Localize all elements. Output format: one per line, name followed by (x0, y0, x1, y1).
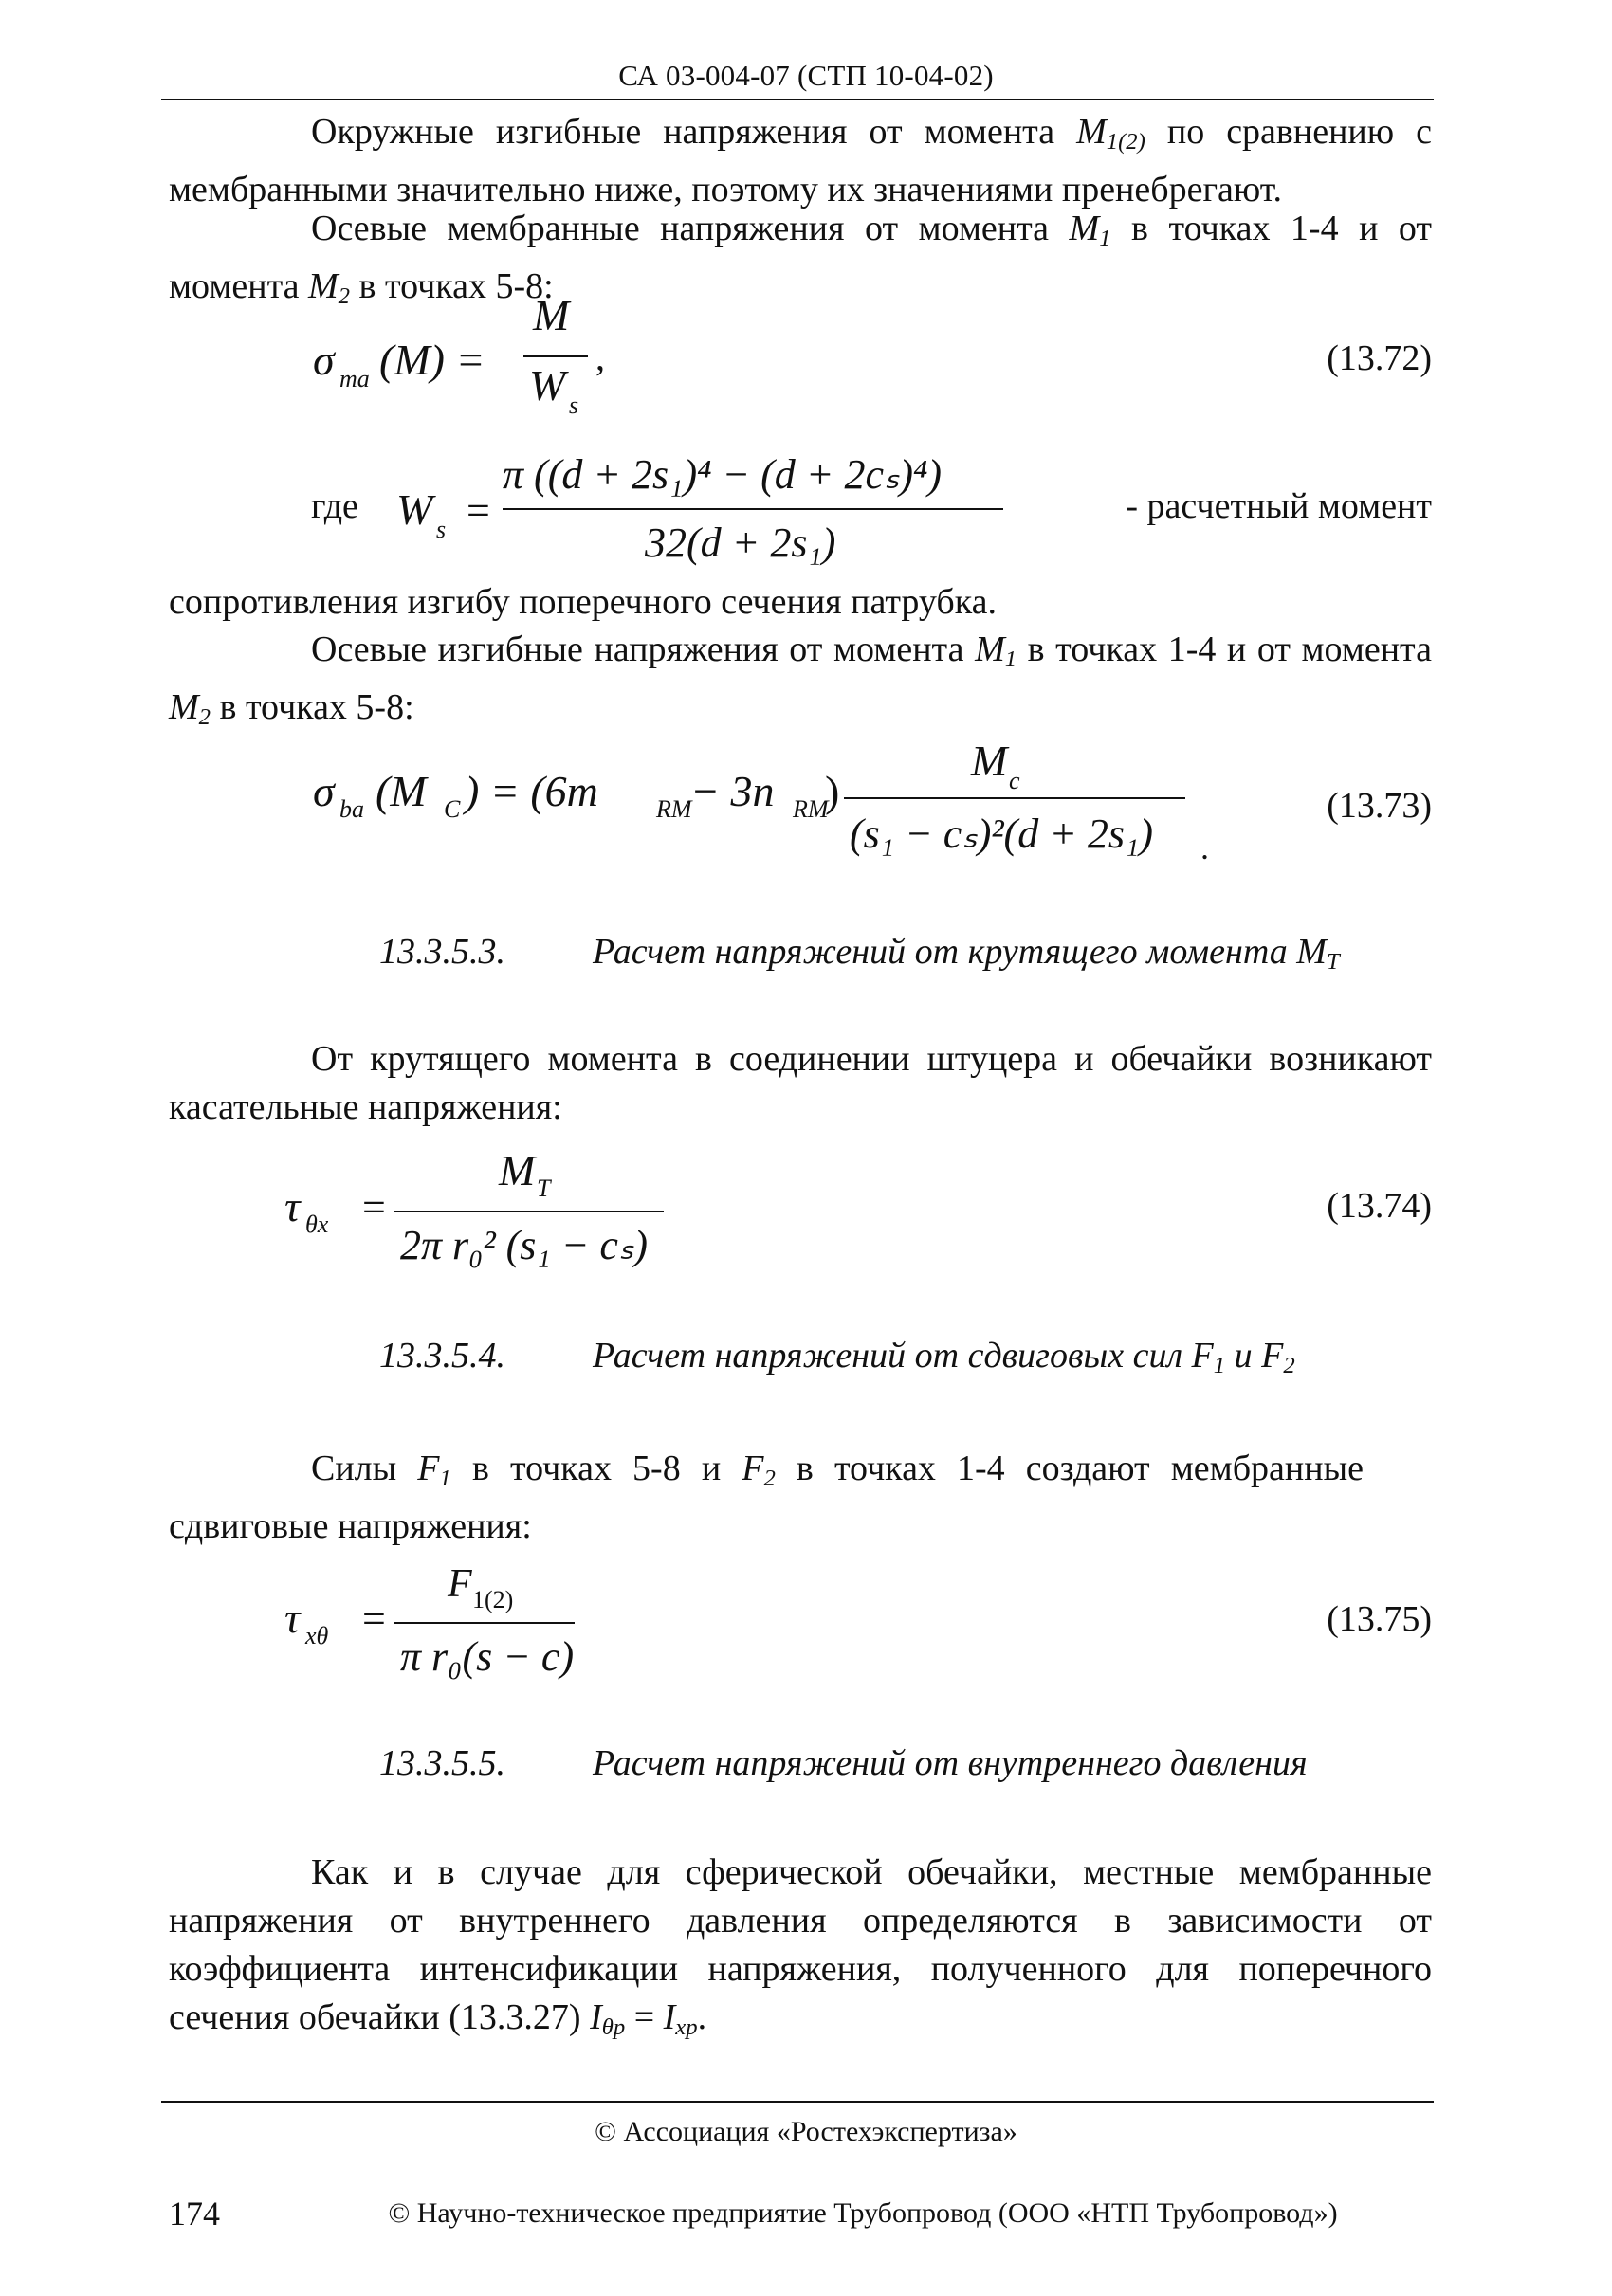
section-heading-13-3-5-5: 13.3.5.5. Расчет напряжений от внутреннего давления (379, 1743, 1308, 1783)
equation-13-75 (284, 1555, 607, 1687)
eq72-denominator: W (529, 361, 566, 410)
footer-rule (161, 2101, 1434, 2103)
section-heading-13-3-5-4: 13.3.5.4. Расчет напряжений от сдвиговых сил $F_1$ и $F_2$ (379, 1336, 1295, 1379)
eq75-tau: τ (284, 1594, 301, 1642)
ws-numerator: π ((d + 2s₁)⁴ − (d + 2cₛ)⁴) (503, 451, 942, 498)
eq73-sigma-sub: ba (339, 795, 364, 823)
eq72-argument: (M) = (379, 336, 485, 384)
equation-13-74 (284, 1138, 702, 1280)
paragraph-axial-bending-stress: Осевые изгибные напряжения от момента $M_1$ в точках 1-4 и от момента $M_2$ в точках 5-8: (169, 629, 1432, 731)
eq74-tau: τ (284, 1182, 301, 1230)
document-code-header: СА 03-004-07 (СТП 10-04-02) (618, 59, 994, 92)
eq75-numerator-sub: 1(2) (472, 1586, 514, 1613)
section-heading-13-3-5-3: 13.3.5.3. Расчет напряжений от крутящего момента $M_T$ (379, 932, 1340, 975)
eq74-tau-sub: θx (305, 1211, 329, 1238)
equation-number-13-75: (13.75) (1327, 1599, 1432, 1639)
eq72-sigma-sub: ma (339, 365, 370, 392)
equation-13-73 (313, 739, 1242, 872)
eq73-dot: . (1200, 829, 1209, 866)
eq72-denominator-sub: s (569, 392, 579, 419)
equation-number-13-74: (13.74) (1327, 1186, 1432, 1226)
eq75-denominator: π r₀(s − c) (400, 1633, 575, 1680)
ws-lhs-sub: s (436, 516, 447, 543)
eq74-numerator: M (499, 1146, 536, 1194)
eq72-comma: , (595, 336, 605, 378)
eq75-tau-sub: xθ (305, 1622, 329, 1649)
header-rule (161, 99, 1434, 100)
eq73-numerator-sub: c (1009, 767, 1020, 794)
eq72-sigma: σ (313, 336, 335, 384)
paragraph-shear-forces: Силы $F_1$ в точках 5-8 и $F_2$ в точках 1-4 создают мембранные сдвиговые напряжения: (169, 1449, 1364, 1547)
eq72-numerator: M (533, 294, 570, 339)
eq75-numerator: F (448, 1562, 472, 1606)
ws-lhs: W (396, 485, 433, 534)
paragraph-axial-membrane-stress: Осевые мембранные напряжения от момента $M_1$ в точках 1-4 и от момента $M_2$ в точках 5-8: (169, 209, 1433, 310)
paragraph-internal-pressure: Как и в случае для сферической обечайки, местные мембранные напряжения от внутреннего давления определяются в зависимости от коэффициента интенсификации напряжения, полученного для поперечного сечения обечайки (13.3.27) $I_{\theta p} = I_{xp}$. (169, 1852, 1432, 2041)
ws-where-label: где (311, 486, 358, 526)
eq73-numerator: M (971, 739, 1008, 785)
ws-denominator: 32(d + 2s₁) (645, 519, 836, 566)
eq74-numerator-sub: T (537, 1175, 551, 1202)
eq73-m-sub: RM (656, 795, 692, 823)
eq75-equals: = (362, 1595, 386, 1642)
eq74-equals: = (362, 1184, 386, 1230)
eq73-argument: (M (376, 767, 427, 815)
paragraph-circumferential-stress: Окружные изгибные напряжения от момента $M_{1(2)}$ по сравнению с мембранными значительно ниже, поэтому их значениями пренебрегают. (169, 112, 1432, 210)
equation-section-modulus (396, 431, 1041, 583)
eq73-coefficient: ) = (6m (465, 767, 598, 815)
equation-13-72 (313, 294, 692, 427)
eq73-close-paren: ) (825, 767, 840, 815)
page-number: 174 (169, 2195, 220, 2232)
ws-equals: = (467, 487, 490, 534)
paragraph-torsion: От крутящего момента в соединении штуцера и обечайки возникают касательные напряжения: (169, 1039, 1432, 1127)
eq73-argument-sub: C (444, 795, 461, 823)
equation-number-13-72: (13.72) (1327, 338, 1432, 378)
equation-number-13-73: (13.73) (1327, 786, 1432, 826)
footer-copyright-company: © Научно-техническое предприятие Трубопровод (ООО «НТП Трубопровод») (388, 2197, 1338, 2229)
eq73-denominator: (s₁ − cₛ)²(d + 2s₁) (850, 811, 1153, 857)
eq73-n-term: − 3n (690, 767, 775, 815)
footer-copyright-association: © Ассоциация «Ростехэкспертиза» (595, 2116, 1017, 2147)
ws-description-tail: - расчетный момент (1126, 486, 1432, 526)
eq73-n-sub: RM (793, 795, 829, 823)
paragraph-section-resistance: сопротивления изгибу поперечного сечения патрубка. (169, 582, 998, 622)
eq73-sigma: σ (313, 767, 335, 815)
eq74-denominator: 2π r₀² (s₁ − cₛ) (400, 1222, 649, 1268)
